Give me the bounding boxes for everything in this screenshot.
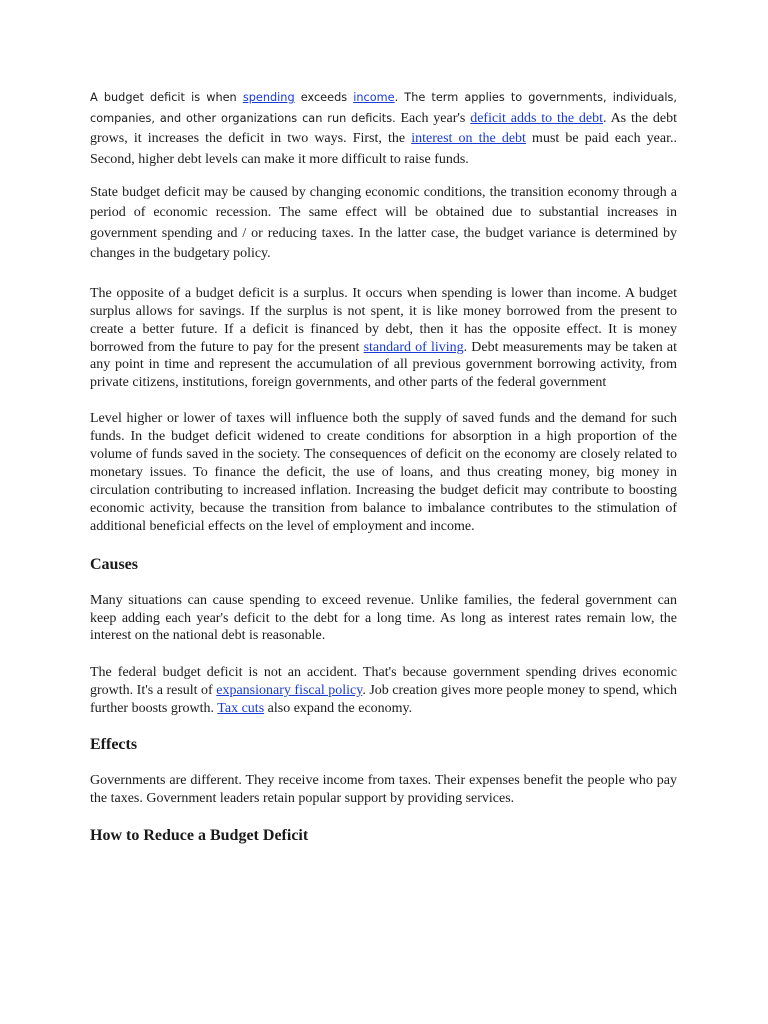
link-tax-cuts[interactable]: Tax cuts xyxy=(217,701,265,717)
heading-effects: Effects xyxy=(90,736,138,754)
paragraph-effects: Governments are different. They receive income from taxes. Their expenses benefit the people who pay the taxes. Government leaders retain popular support by providing services. xyxy=(90,773,677,806)
link-deficit-adds-to-debt[interactable]: deficit adds to the debt xyxy=(470,110,604,126)
paragraph-state-budget: State budget deficit may be caused by changing economic conditions, the transition economy through a period of economic recession. The same effect will be obtained due to substantial increases in government spending and / or reducing taxes. In the latter case, the budget variance is determined by changes in the budgetary policy. xyxy=(90,184,677,262)
link-income[interactable]: income xyxy=(353,91,395,104)
paragraph-taxes: Level higher or lower of taxes will influence both the supply of saved funds and the demand for such funds. In the budget deficit widened to create conditions for absorption in a high proportion of the volume of funds saved in the society. The consequences of deficit on the economy are closely related to monetary issues. To finance the deficit, the use of loans, and thus creating money, big money in circulation contributing to increased inflation. Increasing the budget deficit may contribute to boosting economic activity, because the transition from balance to imbalance contributes to the stimulation of additional beneficial effects on the level of employment and income. xyxy=(90,411,677,534)
link-interest-on-debt[interactable]: interest on the debt xyxy=(411,131,526,147)
paragraph-causes: Many situations can cause spending to exceed revenue. Unlike families, the federal government can keep adding each year's deficit to the debt for a long time. As long as interest rates remain low, the interest on the national debt is reasonable. xyxy=(90,592,677,644)
link-standard-of-living[interactable]: standard of living xyxy=(363,339,464,355)
paragraph-federal-deficit: The federal budget deficit is not an accident. That's because government spending drives economic growth. It's a result of expansionary fiscal policy. Job creation gives more people money to spend, which further boosts growth. Tax cuts also expand the economy. xyxy=(90,665,677,717)
document-body xyxy=(90,88,677,846)
link-spending[interactable]: spending xyxy=(242,91,295,104)
heading-how-to-reduce: How to Reduce a Budget Deficit xyxy=(90,826,309,844)
paragraph-surplus: The opposite of a budget deficit is a surplus. It occurs when spending is lower than income. A budget surplus allows for savings. If the surplus is not spent, it is like money borrowed from the present to create a better future. If a deficit is financed by debt, then it has the opposite effect. It is money borrowed from the future to pay for the present standard of living. Debt measurements may be taken at any point in time and represent the accumulation of all previous government borrowing activity, from private citizens, institutions, foreign governments, and other parts of the federal government xyxy=(90,285,677,391)
heading-causes: Causes xyxy=(90,555,139,573)
definition-sans-run: A budget deficit is when spending exceeds income. The term applies to governments, individuals, companies, and other organizations can run deficits. xyxy=(90,91,677,125)
paragraph-definition: A budget deficit is when spending exceeds income. The term applies to governments, individuals, companies, and other organizations can run deficits. Each year's deficit adds to the debt. As the debt grows, it increases the deficit in two ways. First, the interest on the debt must be paid each year.. Second, higher debt levels can make it more difficult to raise funds. xyxy=(90,91,677,168)
link-expansionary-fiscal-policy[interactable]: expansionary fiscal policy xyxy=(216,683,363,699)
